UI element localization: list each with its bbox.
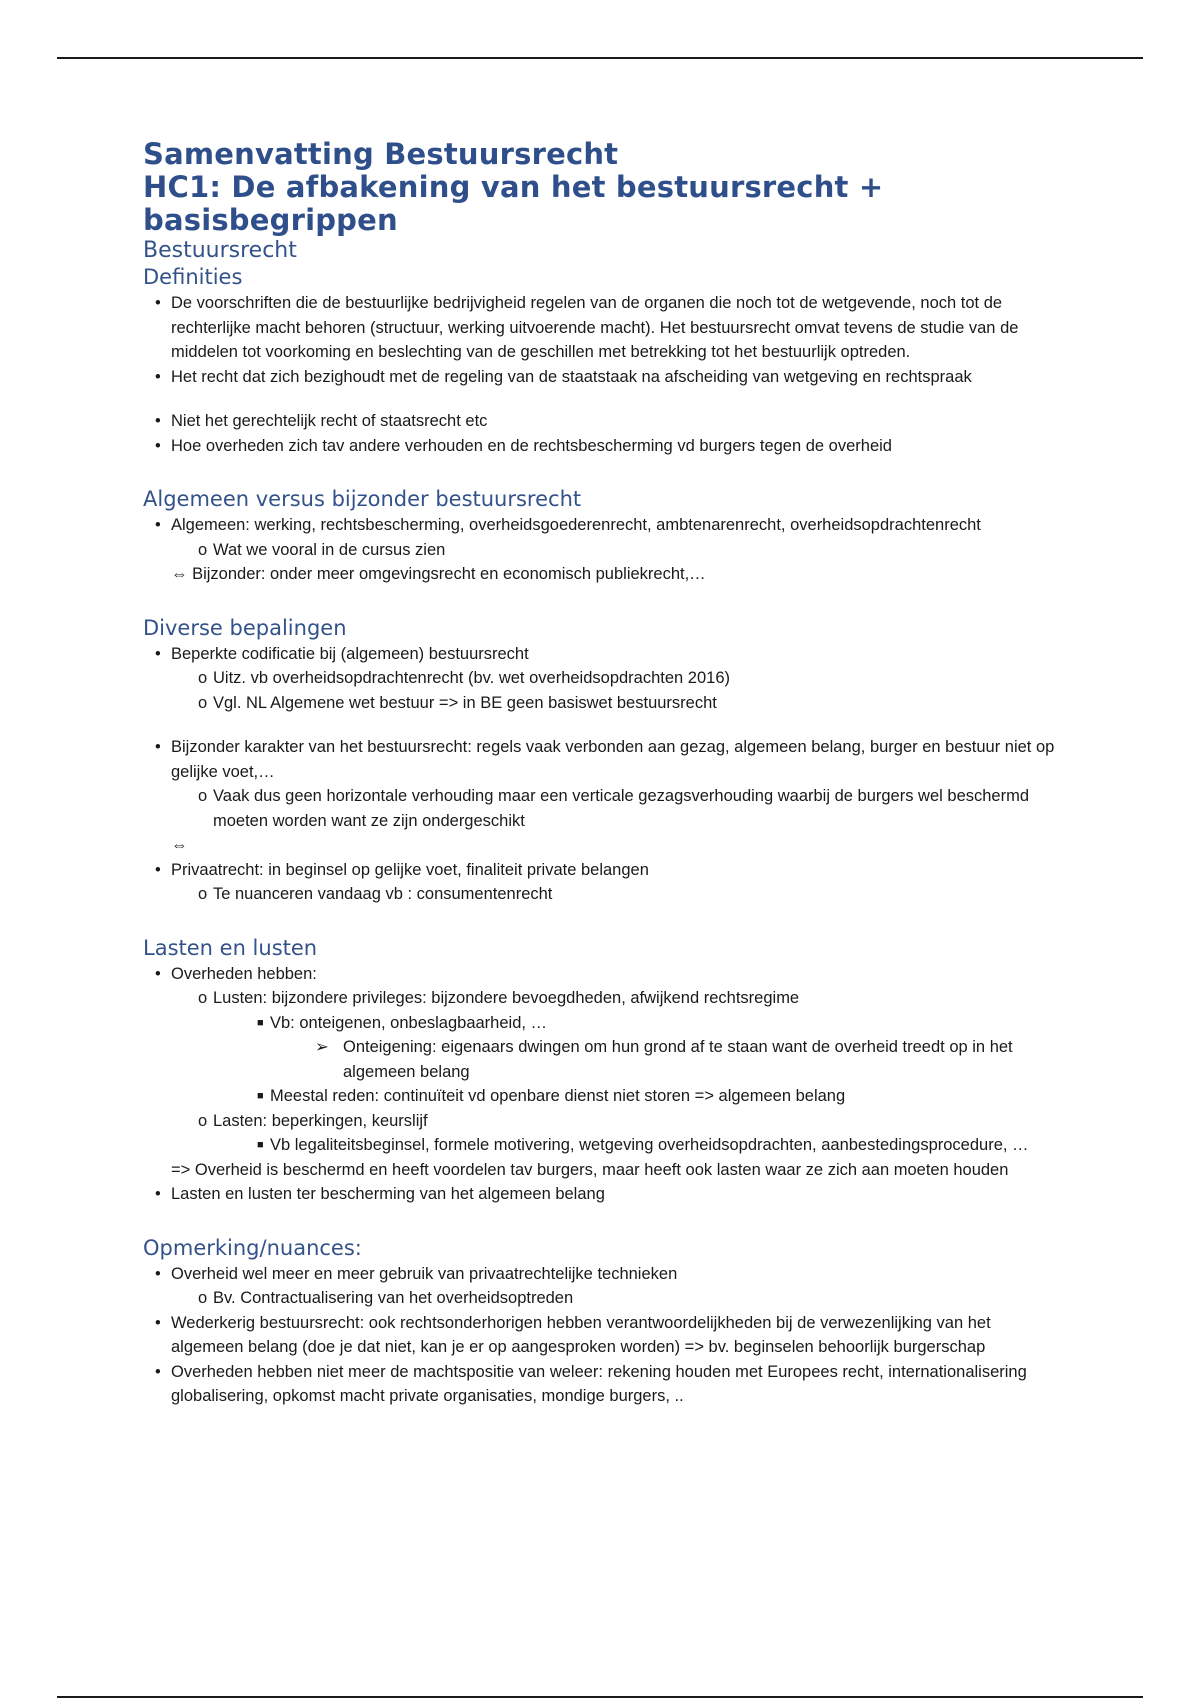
list-item: • Niet het gerechtelijk recht of staatsrecht etc bbox=[143, 409, 1063, 434]
list-item: o Lusten: bijzondere privileges: bijzondere bevoegdheden, afwijkend rechtsregime bbox=[143, 986, 1063, 1011]
heading-opmerking-nuances: Opmerking/nuances: bbox=[143, 1235, 362, 1260]
bullet-icon: • bbox=[155, 1185, 161, 1203]
header-rule bbox=[57, 57, 1143, 59]
list-item: o Uitz. vb overheidsopdrachtenrecht (bv. wet overheidsopdrachten 2016) bbox=[143, 666, 1063, 691]
list-item: ⇔ Bijzonder: onder meer omgevingsrecht en economisch publiekrecht,… bbox=[171, 565, 706, 583]
list-item: • Hoe overheden zich tav andere verhouden en de rechtsbescherming vd burgers tegen de overheid bbox=[143, 434, 1063, 459]
bullet-icon: • bbox=[155, 1264, 161, 1283]
bullet-icon: • bbox=[155, 964, 161, 983]
bullet-icon: • bbox=[155, 412, 161, 430]
circle-bullet-icon: o bbox=[198, 989, 208, 1007]
bullet-icon: • bbox=[155, 644, 161, 663]
list-item: • Beperkte codificatie bij (algemeen) bestuursrecht bbox=[143, 642, 1063, 667]
bullet-icon: • bbox=[155, 367, 161, 386]
list-item: o Bv. Contractualisering van het overheidsoptreden bbox=[143, 1286, 1063, 1311]
list-item: ➢ Onteigening: eigenaars dwingen om hun grond af te staan want de overheid treedt op in het algemeen belang bbox=[143, 1035, 1063, 1084]
circle-bullet-icon: o bbox=[198, 1111, 208, 1130]
heading-algemeen-bijzonder: Algemeen versus bijzonder bestuursrecht bbox=[143, 487, 582, 511]
list-item: o Lasten: beperkingen, keurslijf bbox=[143, 1109, 1063, 1134]
circle-bullet-icon: o bbox=[198, 885, 208, 903]
heading-bestuursrecht: Bestuursrecht bbox=[143, 238, 297, 263]
bullet-icon: • bbox=[155, 294, 161, 312]
list-item: o Wat we vooral in de cursus zien bbox=[143, 538, 1063, 563]
doc-title-line-3: basisbegrippen bbox=[143, 203, 398, 237]
footer-rule bbox=[57, 1696, 1143, 1698]
list-item: • Het recht dat zich bezighoudt met de regeling van de staatstaak na afscheiding van wetgeving en rechtspraak bbox=[143, 365, 1063, 390]
list-item: o Vgl. NL Algemene wet bestuur => in BE geen basiswet bestuursrecht bbox=[143, 691, 1063, 716]
bullet-icon: • bbox=[155, 436, 161, 455]
equivalence-icon: ⇔ bbox=[171, 836, 188, 854]
bullet-icon: • bbox=[155, 738, 161, 756]
list-item: o Vaak dus geen horizontale verhouding maar een verticale gezagsverhouding waarbij de burgers wel beschermd moeten worden want ze zijn ondergeschikt bbox=[143, 784, 1063, 833]
heading-lasten-lusten: Lasten en lusten bbox=[143, 935, 318, 960]
bullet-icon: • bbox=[155, 860, 161, 879]
circle-bullet-icon: o bbox=[198, 669, 208, 687]
arrow-bullet-icon: ➢ bbox=[315, 1038, 329, 1056]
square-bullet-icon: ■ bbox=[257, 1090, 264, 1102]
list-item: • Wederkerig bestuursrecht: ook rechtsonderhorigen hebben verantwoordelijkheden bij de verwezenlijking van het algemeen belang (doe je dat niet, kan je er op aangesproken worden) => bv. beginselen behoorlijk burgerschap bbox=[143, 1311, 1063, 1360]
list-item: o Te nuanceren vandaag vb : consumentenrecht bbox=[143, 882, 1063, 907]
list-item: • Algemeen: werking, rechtsbescherming, overheidsgoederenrecht, ambtenarenrecht, overheidsopdrachtenrecht bbox=[143, 513, 1063, 538]
circle-bullet-icon: o bbox=[198, 693, 208, 712]
list-item: • Overheid wel meer en meer gebruik van privaatrechtelijke technieken bbox=[143, 1262, 1063, 1287]
list-item: • De voorschriften die de bestuurlijke bedrijvigheid regelen van de organen die noch tot de wetgevende, noch tot de rechterlijke macht behoren (structuur, werking uitvoerende macht). Het bestuursrecht omvat tevens de studie van de middelen tot voorkoming en beslechting van de geschillen met betrekking tot het bestuurlijk optreden. bbox=[143, 291, 1063, 365]
list-item: • Lasten en lusten ter bescherming van het algemeen belang bbox=[143, 1182, 1063, 1207]
list-item: • Bijzonder karakter van het bestuursrecht: regels vaak verbonden aan gezag, algemeen belang, burger en bestuur niet op gelijke voet,… bbox=[143, 735, 1063, 784]
square-bullet-icon: ■ bbox=[257, 1016, 264, 1029]
bullet-icon: • bbox=[155, 1313, 161, 1332]
list-item: ■ Meestal reden: continuïteit vd openbare dienst niet storen => algemeen belang bbox=[143, 1084, 1063, 1109]
document-page bbox=[143, 138, 1063, 1409]
list-item: ■ Vb legaliteitsbeginsel, formele motivering, wetgeving overheidsopdrachten, aanbestedingsprocedure, … bbox=[143, 1133, 1063, 1158]
doc-title-line-1: Samenvatting Bestuursrecht bbox=[143, 137, 619, 171]
bullet-icon: • bbox=[155, 516, 161, 534]
circle-bullet-icon: o bbox=[198, 540, 208, 559]
list-item: • Privaatrecht: in beginsel op gelijke voet, finaliteit private belangen bbox=[143, 858, 1063, 883]
list-item: => Overheid is beschermd en heeft voordelen tav burgers, maar heeft ook lasten waar ze zich aan moeten houden bbox=[171, 1160, 1009, 1179]
heading-diverse-bepalingen: Diverse bepalingen bbox=[143, 615, 347, 640]
list-item: • Overheden hebben: bbox=[143, 962, 1063, 987]
square-bullet-icon: ■ bbox=[257, 1139, 264, 1151]
list-item: ■ Vb: onteigenen, onbeslagbaarheid, … bbox=[143, 1011, 1063, 1036]
heading-definities: Definities bbox=[143, 265, 243, 289]
bullet-icon: • bbox=[155, 1362, 161, 1381]
circle-bullet-icon: o bbox=[198, 787, 208, 805]
circle-bullet-icon: o bbox=[198, 1289, 208, 1307]
list-item: • Overheden hebben niet meer de machtspositie van weleer: rekening houden met Europees recht, internationalisering globalisering, opkomst macht private organisaties, mondige burgers, .. bbox=[143, 1360, 1063, 1409]
doc-title-line-2: HC1: De afbakening van het bestuursrecht + bbox=[143, 170, 884, 204]
